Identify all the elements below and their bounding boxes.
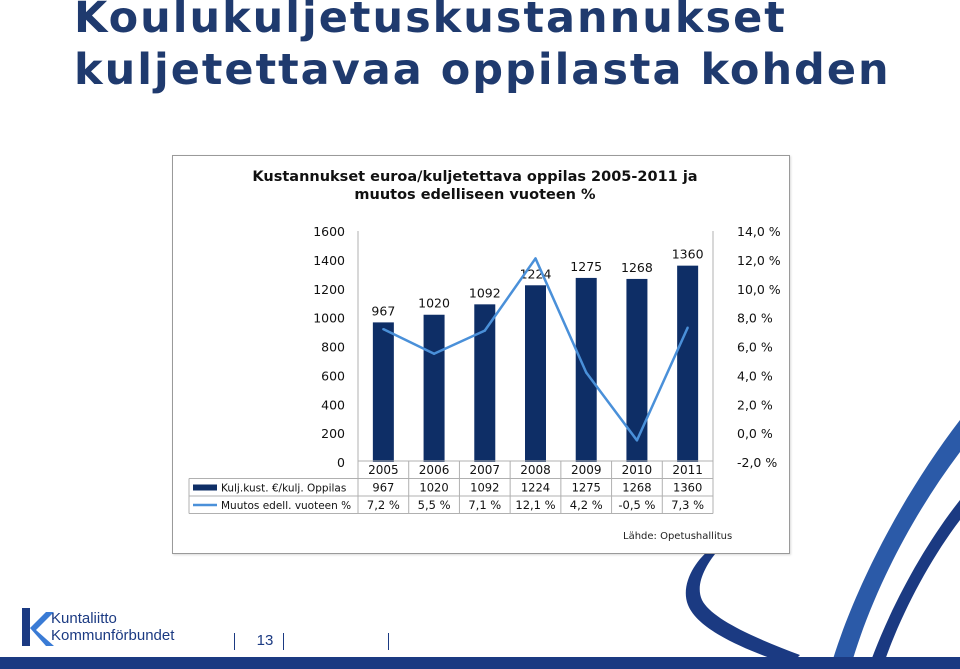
slide-title-line1: Koulukuljetuskustannukset bbox=[74, 0, 787, 43]
y-left-tick-label: 0 bbox=[337, 455, 345, 470]
line-point bbox=[382, 328, 384, 330]
bar-series bbox=[371, 247, 703, 462]
table-cell-line-value: 5,5 % bbox=[417, 498, 451, 512]
bar-value-label: 1092 bbox=[468, 285, 501, 301]
bar-value-label: 1360 bbox=[671, 246, 704, 262]
table-cell-bar-value: 1268 bbox=[622, 480, 652, 495]
table-cell-line-value: 4,2 % bbox=[569, 498, 603, 512]
y-left-tick-label: 1000 bbox=[313, 310, 345, 326]
y-left-tick-label: 1600 bbox=[313, 224, 345, 239]
footer-separator bbox=[234, 633, 235, 650]
table-cell-line-value: -0,5 % bbox=[618, 498, 656, 512]
footer-bar bbox=[0, 657, 960, 669]
legend-label-line: Muutos edell. vuoteen % bbox=[221, 500, 352, 512]
bar-value-label: 1268 bbox=[621, 259, 653, 275]
slide-title bbox=[74, 0, 891, 96]
x-tick-label: 2010 bbox=[621, 463, 653, 477]
y-right-tick-label: -2,0 % bbox=[737, 455, 778, 470]
logo-text-line2: Kommunförbundet bbox=[51, 627, 175, 644]
bar-value-label: 1224 bbox=[519, 266, 552, 282]
table-cell-line-value: 7,1 % bbox=[468, 498, 502, 512]
bar bbox=[474, 304, 495, 462]
line-point bbox=[484, 329, 486, 331]
bar bbox=[373, 322, 394, 462]
chart-source: Lähde: Opetushallitus bbox=[623, 531, 733, 542]
bar bbox=[677, 266, 698, 462]
y-left-tick-label: 1400 bbox=[313, 252, 345, 268]
table-cell-line-value: 7,3 % bbox=[671, 498, 705, 512]
y-right-tick-label: 0,0 % bbox=[737, 426, 773, 442]
table-cell-bar-value: 1224 bbox=[520, 480, 551, 495]
bar-value-label: 1275 bbox=[570, 258, 603, 274]
line-point bbox=[686, 327, 688, 329]
chart-panel bbox=[172, 155, 790, 554]
logo-text-line1: Kuntaliitto bbox=[51, 610, 117, 627]
y-left-tick-label: 200 bbox=[321, 426, 345, 442]
line-point bbox=[585, 371, 587, 373]
y-right-tick-label: 6,0 % bbox=[737, 339, 773, 355]
y-right-tick-label: 8,0 % bbox=[737, 310, 773, 326]
table-cell-bar-value: 967 bbox=[372, 480, 395, 495]
line-point bbox=[636, 439, 638, 441]
table-cell-line-value: 12,1 % bbox=[515, 498, 556, 512]
y-right-tick-label: 2,0 % bbox=[737, 397, 773, 413]
legend-label-bar: Kulj.kust. €/kulj. Oppilas bbox=[221, 482, 347, 495]
x-tick-label: 2005 bbox=[368, 463, 399, 477]
legend-key-bar bbox=[193, 485, 217, 491]
table-cell-bar-value: 1092 bbox=[470, 480, 500, 495]
y-left-tick-label: 800 bbox=[321, 339, 345, 355]
bar bbox=[424, 315, 445, 462]
y-right-tick-label: 10,0 % bbox=[737, 281, 781, 297]
y-left-tick-label: 1200 bbox=[313, 281, 345, 297]
combo-chart bbox=[173, 156, 789, 553]
page-number: 13 bbox=[256, 632, 274, 649]
table-cell-bar-value: 1360 bbox=[673, 480, 703, 495]
table-cell-bar-value: 1275 bbox=[571, 480, 601, 495]
line-point bbox=[433, 353, 435, 355]
y-left-tick-label: 400 bbox=[321, 397, 345, 413]
slide-title-line2: kuljetettavaa oppilasta kohden bbox=[74, 45, 891, 95]
y-left-tick-label: 600 bbox=[321, 368, 345, 384]
x-tick-label: 2008 bbox=[520, 463, 551, 477]
bar bbox=[525, 285, 546, 462]
bar bbox=[626, 279, 647, 462]
footer-separator bbox=[283, 633, 284, 650]
x-tick-label: 2007 bbox=[469, 463, 501, 477]
x-tick-label: 2009 bbox=[570, 463, 602, 477]
chart-title-line1: Kustannukset euroa/kuljetettava oppilas 2005-2011 ja bbox=[252, 169, 698, 185]
table-cell-bar-value: 1020 bbox=[419, 480, 449, 495]
y-right-tick-label: 4,0 % bbox=[737, 368, 773, 384]
table-cell-line-value: 7,2 % bbox=[366, 498, 400, 512]
footer-separator bbox=[388, 633, 389, 650]
y-right-tick-label: 14,0 % bbox=[737, 224, 781, 239]
y-right-tick-label: 12,0 % bbox=[737, 252, 781, 268]
line-point bbox=[534, 257, 536, 259]
data-table-legend bbox=[189, 461, 713, 514]
bar-value-label: 967 bbox=[371, 303, 396, 319]
x-tick-label: 2011 bbox=[672, 463, 703, 477]
x-tick-label: 2006 bbox=[418, 463, 450, 477]
chart-title-line2: muutos edelliseen vuoteen % bbox=[354, 187, 596, 203]
bar-value-label: 1020 bbox=[418, 295, 450, 311]
